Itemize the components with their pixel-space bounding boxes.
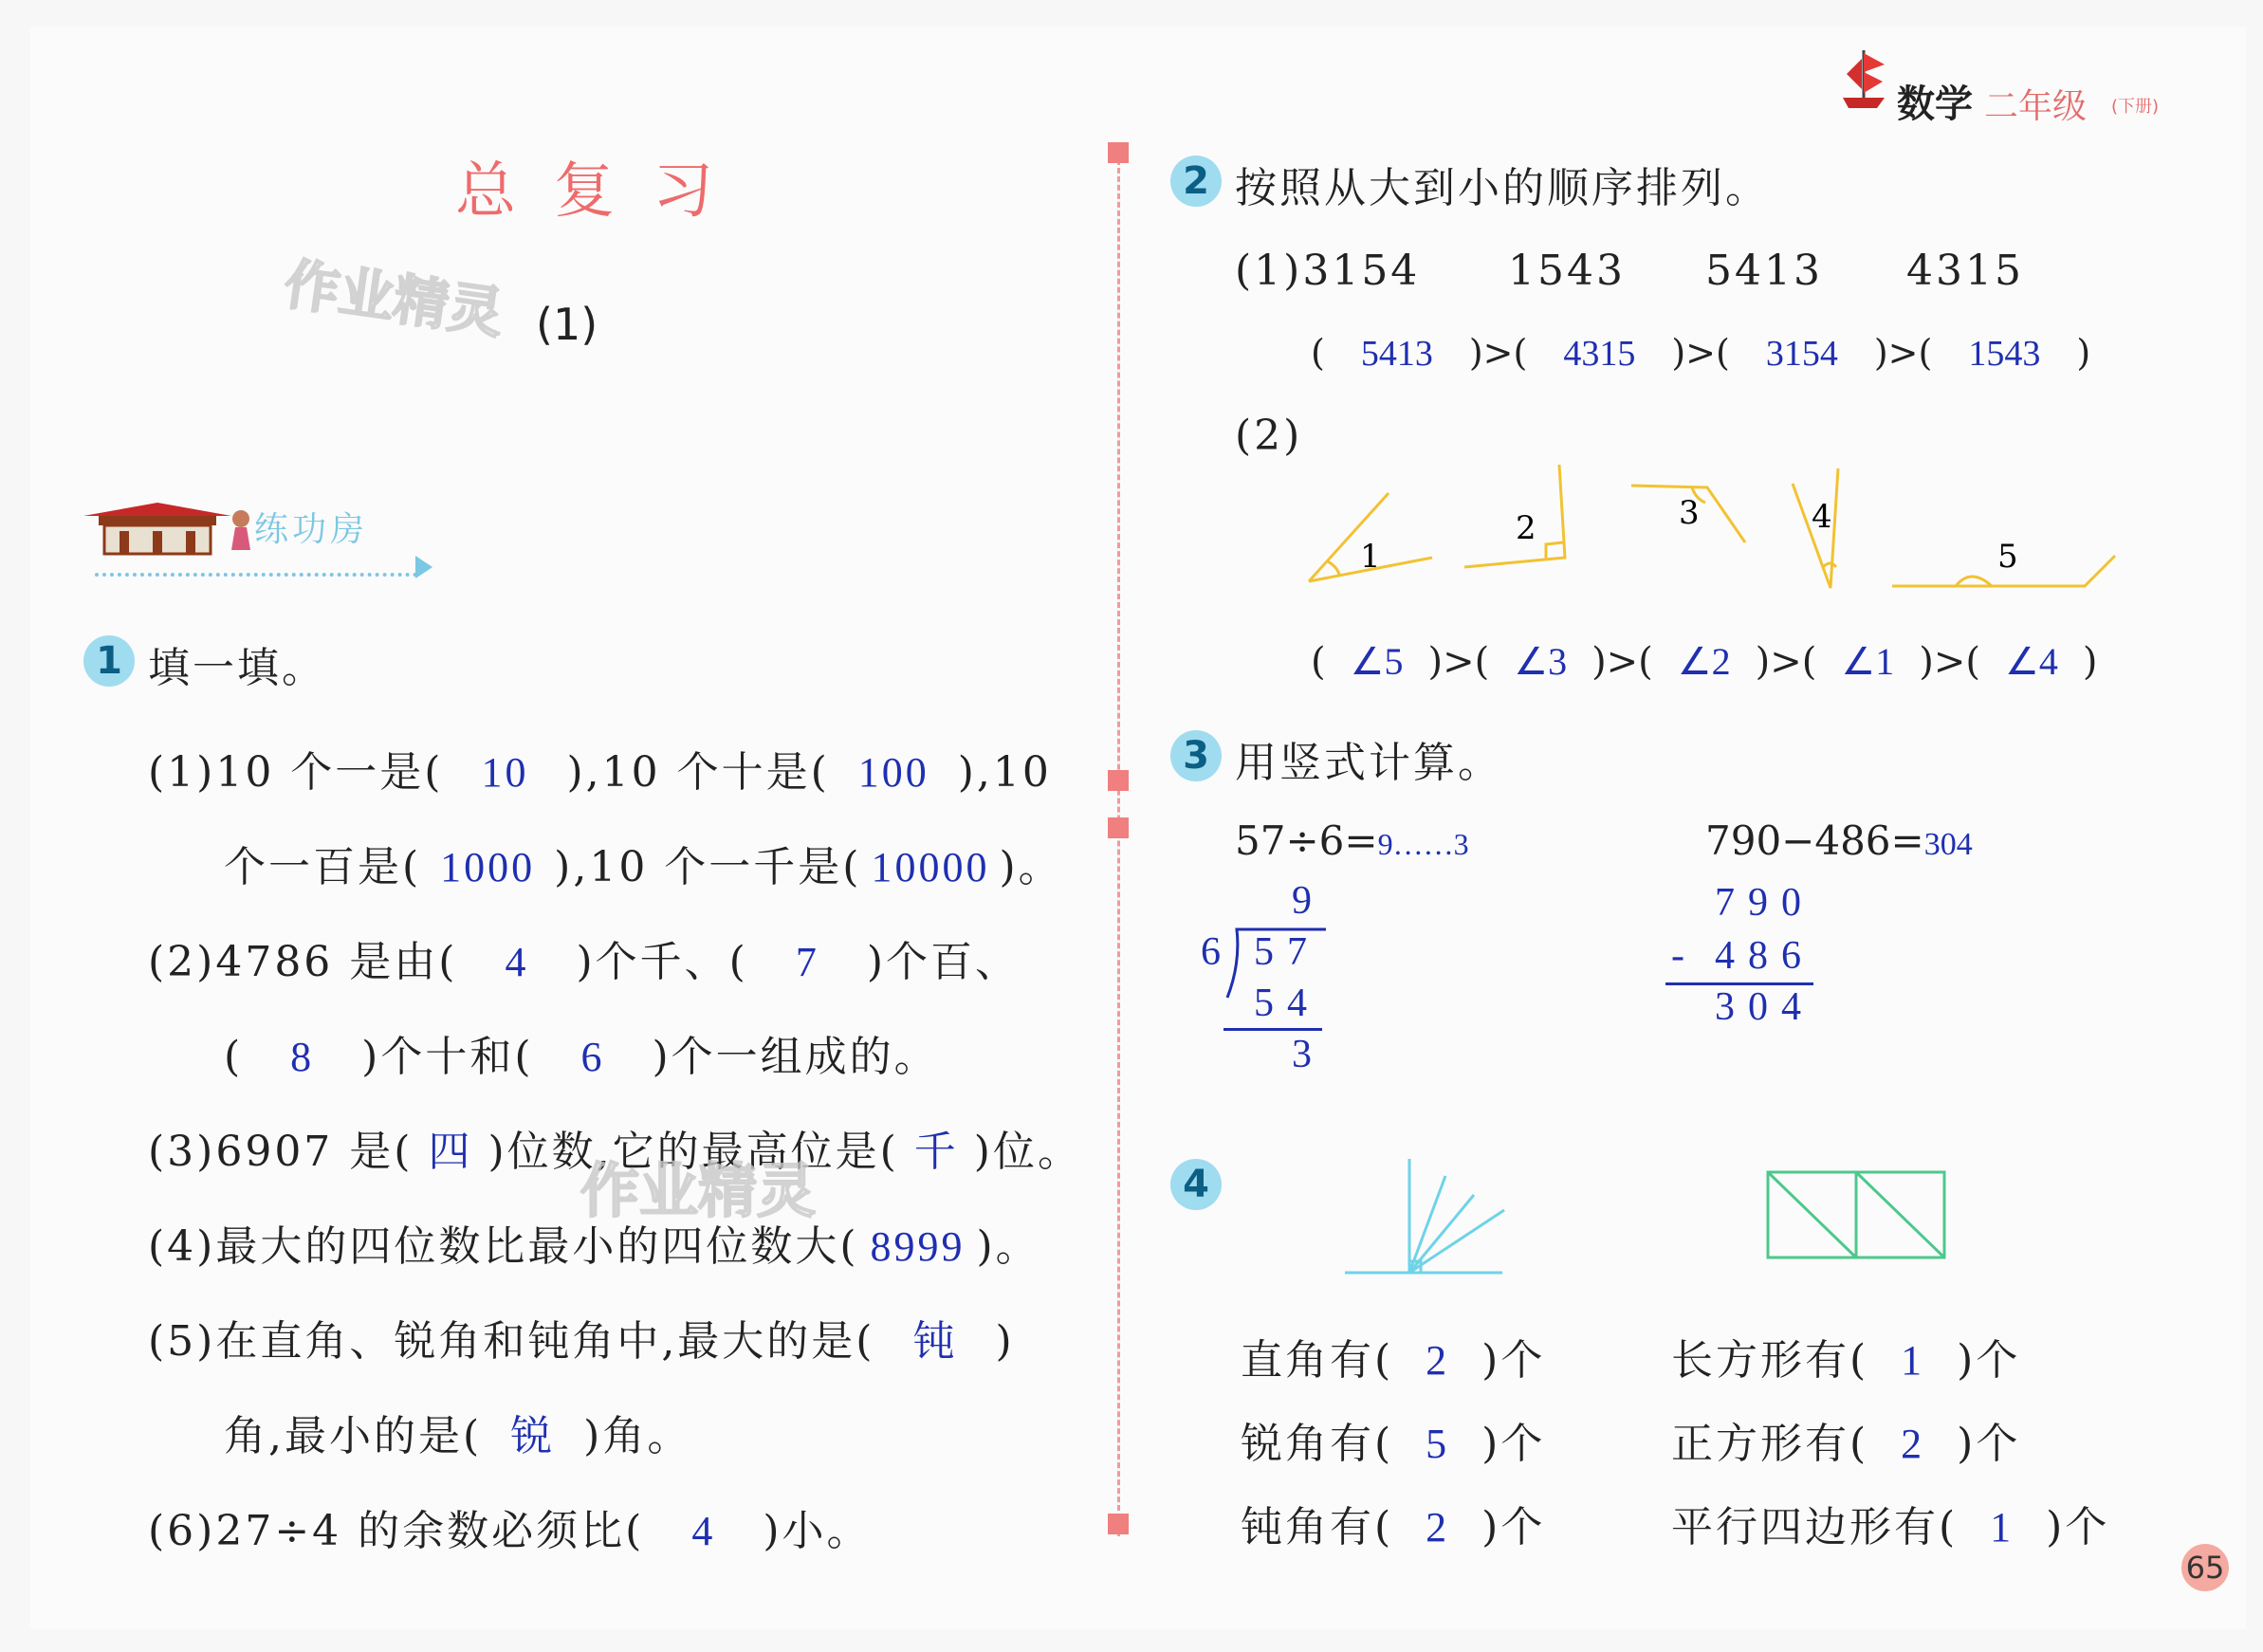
subtraction-top: 790 [1715, 881, 1814, 925]
section-arrow-head [415, 556, 432, 578]
watermark: 作业精灵 [280, 251, 507, 346]
angle-label: 2 [1516, 509, 1536, 547]
q2-order-1: ( 5413 )>( 4315 )>( 3154 )>( 1543 ) [1311, 332, 2091, 374]
division-line [1223, 1028, 1322, 1031]
division-divisor: 6 [1201, 930, 1221, 974]
division-remainder: 3 [1292, 1033, 1312, 1076]
angle-2-ray [1464, 465, 1565, 567]
divider-marker [1108, 142, 1129, 163]
page-subtitle: (1) [536, 299, 598, 350]
answer-field[interactable]: 4315 [1563, 334, 1636, 374]
answer-field[interactable]: ∠4 [2004, 640, 2058, 683]
q1-line-7: (5)在直角、锐角和钝角中,最大的是( 钝 ) [148, 1317, 1015, 1366]
q4-line-acute: 锐角有( 5 )个 [1241, 1420, 1546, 1468]
answer-field[interactable]: 1 [1901, 1337, 1925, 1384]
answer-field[interactable]: 4 [691, 1508, 716, 1554]
answer-field[interactable]: 3154 [1765, 334, 1838, 374]
answer-field[interactable]: 4 [505, 939, 529, 985]
rectangle-figure [1766, 1170, 1948, 1261]
answer-field[interactable]: 2 [1901, 1421, 1925, 1467]
page-number: 65 [2181, 1544, 2229, 1591]
q1-line-3: (2)4786 是由( 4 )个千、( 7 )个百、 [148, 938, 1020, 986]
pagoda-icon [82, 495, 252, 561]
answer-field[interactable]: 1 [1990, 1504, 2015, 1551]
answer-field[interactable]: 钝 [912, 1318, 958, 1365]
answer-field[interactable]: 304 [1923, 827, 1973, 862]
answer-field[interactable]: 8 [290, 1034, 315, 1080]
answer-field[interactable]: ∠3 [1514, 640, 1568, 683]
q2-part-2: (2) [1235, 412, 1303, 460]
answer-field[interactable]: 锐 [510, 1413, 556, 1459]
q4-line-square: 正方形有( 2 )个 [1671, 1420, 2021, 1468]
answer-field[interactable]: 9……3 [1377, 827, 1469, 861]
answer-field[interactable]: ∠1 [1841, 640, 1895, 683]
answer-field[interactable]: 10 [481, 749, 529, 796]
q1-line-4: ( 8 )个十和( 6 )个一组成的。 [224, 1033, 939, 1081]
q2-numbers-d: 4315 [1906, 247, 2024, 295]
q1-line-6: (4)最大的四位数比最小的四位数大( 8999 )。 [148, 1222, 1040, 1271]
answer-field[interactable]: 2 [1426, 1504, 1450, 1551]
q2-order-2: ( ∠5 )>( ∠3 )>( ∠2 )>( ∠1 )>( ∠4 ) [1311, 640, 2098, 684]
divider-marker [1108, 817, 1129, 838]
answer-field[interactable]: 7 [795, 939, 819, 985]
answer-field[interactable]: 8999 [870, 1223, 966, 1270]
q4-line-rectangle: 长方形有( 1 )个 [1671, 1336, 2021, 1385]
subtraction-result: 304 [1715, 985, 1814, 1029]
division-dividend: 57 [1254, 930, 1320, 974]
question-number: 1 [83, 635, 135, 687]
q4-line-parallelogram: 平行四边形有( 1 )个 [1671, 1503, 2110, 1551]
answer-field[interactable]: 100 [857, 749, 929, 796]
q4-line-right-angle: 直角有( 2 )个 [1241, 1336, 1546, 1385]
section-label: 练功房 [254, 510, 369, 549]
q2-numbers-b: 1543 [1508, 247, 1626, 295]
q2-numbers-a: (1)3154 [1235, 247, 1421, 295]
brand-grade: 二年级 [1984, 87, 2088, 126]
q1-line-1: (1)10 个一是( 10 ),10 个十是( 100 ),10 [148, 748, 1052, 797]
question-number: 3 [1170, 730, 1222, 781]
watermark: 作业精灵 [580, 1156, 817, 1225]
q1-line-5: (3)6907 是( 四 )位数,它的最高位是( 千 )位。 [148, 1128, 1082, 1176]
q1-line-2: 个一百是( 1000 ),10 个一千是( 10000 )。 [224, 843, 1063, 891]
answer-field[interactable]: 5413 [1360, 334, 1433, 374]
section-arrow-line [95, 563, 417, 577]
question-number: 2 [1170, 156, 1222, 207]
q1-line-8: 角,最小的是( 锐 )角。 [224, 1412, 692, 1460]
ship-icon [1835, 46, 1892, 112]
division-quotient: 9 [1292, 879, 1312, 923]
answer-field[interactable]: ∠5 [1350, 640, 1404, 683]
question-prompt: 填一填。 [148, 644, 326, 692]
angle-figures [1299, 455, 2134, 597]
brand-volume: (下册) [2111, 97, 2160, 117]
brand-subject: 数学 [1897, 83, 1973, 126]
answer-field[interactable]: 10000 [871, 844, 990, 890]
question-prompt: 用竖式计算。 [1235, 739, 1502, 787]
angle-label: 1 [1360, 538, 1381, 576]
q1-line-9: (6)27÷4 的余数必须比( 4 )小。 [148, 1507, 872, 1555]
question-prompt: 按照从大到小的顺序排列。 [1235, 164, 1770, 212]
answer-field[interactable]: 1543 [1968, 334, 2041, 374]
divider-marker [1108, 770, 1129, 791]
angle-fan-figure [1341, 1155, 1512, 1278]
q3-expression-1: 57÷6=9……3 [1235, 817, 1469, 864]
answer-field[interactable]: ∠2 [1677, 640, 1731, 683]
minus-sign: - [1671, 934, 1684, 978]
answer-field[interactable]: 6 [580, 1034, 605, 1080]
divider-marker [1108, 1514, 1129, 1534]
q4-line-obtuse: 钝角有( 2 )个 [1241, 1503, 1546, 1551]
answer-field[interactable]: 5 [1426, 1421, 1450, 1467]
division-product: 54 [1254, 982, 1320, 1025]
page-divider [1117, 142, 1120, 1536]
answer-field[interactable]: 2 [1426, 1337, 1450, 1384]
q2-numbers-c: 5413 [1705, 247, 1823, 295]
answer-field[interactable]: 四 [428, 1129, 473, 1175]
angle-label: 3 [1679, 494, 1700, 532]
angle-label: 5 [1997, 538, 2018, 576]
q3-expression-2: 790−486=304 [1705, 817, 1973, 864]
subtraction-bottom: 486 [1715, 934, 1814, 978]
page-title: 总复习 [455, 156, 751, 227]
answer-field[interactable]: 千 [913, 1129, 959, 1175]
angle-label: 4 [1812, 498, 1832, 536]
answer-field[interactable]: 1000 [440, 844, 536, 890]
question-number: 4 [1170, 1159, 1222, 1210]
